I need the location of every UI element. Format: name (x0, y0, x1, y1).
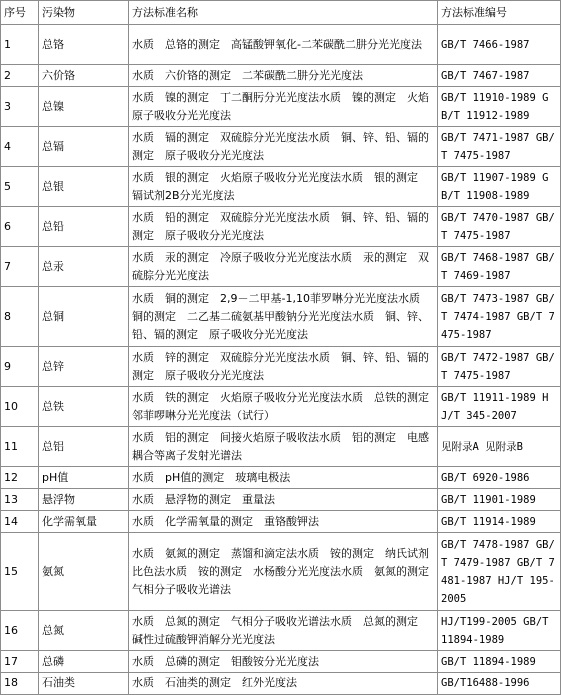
table-row (1, 247, 561, 287)
row-standard: GB/T 7467-1987 (438, 65, 561, 87)
row-no: 1 (1, 25, 39, 65)
row-method: 水质 总氮的测定 气相分子吸收光谱法水质 总氮的测定 碱性过硫酸钾消解分光光度法 (129, 611, 438, 651)
table-row (1, 611, 561, 651)
table-row (1, 25, 561, 65)
row-method: 水质 总铬的测定 高锰酸钾氧化-二苯碳酰二肼分光光度法 (129, 25, 438, 65)
header-pollutant: 污染物 (39, 1, 129, 25)
table-row (1, 167, 561, 207)
table-row (1, 489, 561, 511)
row-pollutant: 总铅 (39, 207, 129, 247)
row-standard: GB/T 7468-1987 GB/T 7469-1987 (438, 247, 561, 287)
row-pollutant: 悬浮物 (39, 489, 129, 511)
row-method: 水质 铁的测定 火焰原子吸收分光光度法水质 总铁的测定 邻菲啰啉分光光度法（试行） (129, 387, 438, 427)
row-no: 5 (1, 167, 39, 207)
row-method: 水质 汞的测定 冷原子吸收分光光度法水质 汞的测定 双硫腙分光光度法 (129, 247, 438, 287)
row-pollutant: 总铬 (39, 25, 129, 65)
row-method: 水质 镉的测定 双硫腙分光光度法水质 铜、锌、铅、镉的测定 原子吸收分光光度法 (129, 127, 438, 167)
row-standard: GB/T 6920-1986 (438, 467, 561, 489)
row-method: 水质 铝的测定 间接火焰原子吸收法水质 铝的测定 电感耦合等离子发射光谱法 (129, 427, 438, 467)
row-standard: GB/T16488-1996 (438, 673, 561, 695)
row-method: 水质 悬浮物的测定 重量法 (129, 489, 438, 511)
row-pollutant: 总磷 (39, 651, 129, 673)
table-row (1, 127, 561, 167)
header-no: 序号 (1, 1, 39, 25)
table-row (1, 207, 561, 247)
row-no: 18 (1, 673, 39, 695)
row-no: 6 (1, 207, 39, 247)
table-row (1, 287, 561, 347)
row-standard: GB/T 11910-1989 GB/T 11912-1989 (438, 87, 561, 127)
row-method: 水质 pH值的测定 玻璃电极法 (129, 467, 438, 489)
table-row (1, 65, 561, 87)
table-row (1, 87, 561, 127)
row-no: 7 (1, 247, 39, 287)
row-method: 水质 石油类的测定 红外光度法 (129, 673, 438, 695)
row-pollutant: 总铁 (39, 387, 129, 427)
row-standard: 见附录A 见附录B (438, 427, 561, 467)
row-no: 10 (1, 387, 39, 427)
row-standard: GB/T 11894-1989 (438, 651, 561, 673)
row-standard: GB/T 7473-1987 GB/T 7474-1987 GB/T 7475-1987 (438, 287, 561, 347)
row-method: 水质 六价铬的测定 二苯碳酰二肼分光光度法 (129, 65, 438, 87)
row-pollutant: 总镍 (39, 87, 129, 127)
row-standard: GB/T 11911-1989 HJ/T 345-2007 (438, 387, 561, 427)
table-row (1, 533, 561, 611)
row-no: 4 (1, 127, 39, 167)
row-no: 16 (1, 611, 39, 651)
table-row (1, 511, 561, 533)
row-pollutant: 总银 (39, 167, 129, 207)
table-row (1, 467, 561, 489)
row-standard: GB/T 7466-1987 (438, 25, 561, 65)
row-pollutant: 氨氮 (39, 533, 129, 611)
table-row (1, 427, 561, 467)
row-no: 15 (1, 533, 39, 611)
row-method: 水质 银的测定 火焰原子吸收分光光度法水质 银的测定 镉试剂2B分光光度法 (129, 167, 438, 207)
row-no: 9 (1, 347, 39, 387)
row-standard: GB/T 11914-1989 (438, 511, 561, 533)
row-pollutant: 石油类 (39, 673, 129, 695)
row-standard: GB/T 11907-1989 GB/T 11908-1989 (438, 167, 561, 207)
row-no: 3 (1, 87, 39, 127)
row-pollutant: 化学需氧量 (39, 511, 129, 533)
row-no: 8 (1, 287, 39, 347)
row-standard: HJ/T199-2005 GB/T 11894-1989 (438, 611, 561, 651)
table-row (1, 673, 561, 695)
header-method-name: 方法标准名称 (129, 1, 438, 25)
row-method: 水质 铜的测定 2,9－二甲基-1,10菲罗啉分光光度法水质 铜的测定 二乙基二硫氨基甲酸钠分光光度法水质 铜、锌、铅、镉的测定 原子吸收分光光度法 (129, 287, 438, 347)
row-no: 17 (1, 651, 39, 673)
table-row (1, 347, 561, 387)
row-no: 2 (1, 65, 39, 87)
row-no: 13 (1, 489, 39, 511)
row-standard: GB/T 11901-1989 (438, 489, 561, 511)
row-method: 水质 锌的测定 双硫腙分光光度法水质 铜、锌、铅、镉的测定 原子吸收分光光度法 (129, 347, 438, 387)
row-standard: GB/T 7471-1987 GB/T 7475-1987 (438, 127, 561, 167)
row-pollutant: 总铜 (39, 287, 129, 347)
row-no: 12 (1, 467, 39, 489)
table-row (1, 651, 561, 673)
row-standard: GB/T 7478-1987 GB/T 7479-1987 GB/T 7481-1987 HJ/T 195-2005 (438, 533, 561, 611)
table-header-row (1, 1, 561, 25)
row-no: 14 (1, 511, 39, 533)
header-standard-no: 方法标准编号 (438, 1, 561, 25)
row-standard: GB/T 7470-1987 GB/T 7475-1987 (438, 207, 561, 247)
row-no: 11 (1, 427, 39, 467)
row-pollutant: 总汞 (39, 247, 129, 287)
row-pollutant: 总氮 (39, 611, 129, 651)
row-pollutant: 总镉 (39, 127, 129, 167)
row-standard: GB/T 7472-1987 GB/T 7475-1987 (438, 347, 561, 387)
row-pollutant: pH值 (39, 467, 129, 489)
row-method: 水质 化学需氧量的测定 重铬酸钾法 (129, 511, 438, 533)
row-method: 水质 总磷的测定 钼酸铵分光光度法 (129, 651, 438, 673)
row-pollutant: 六价铬 (39, 65, 129, 87)
row-method: 水质 铅的测定 双硫腙分光光度法水质 铜、锌、铅、镉的测定 原子吸收分光光度法 (129, 207, 438, 247)
row-method: 水质 镍的测定 丁二酮肟分光光度法水质 镍的测定 火焰原子吸收分光光度法 (129, 87, 438, 127)
row-pollutant: 总锌 (39, 347, 129, 387)
table-row (1, 387, 561, 427)
row-method: 水质 氨氮的测定 蒸馏和滴定法水质 铵的测定 纳氏试剂比色法水质 铵的测定 水杨酸分光光度法水质 氨氮的测定 气相分子吸收光谱法 (129, 533, 438, 611)
row-pollutant: 总铝 (39, 427, 129, 467)
